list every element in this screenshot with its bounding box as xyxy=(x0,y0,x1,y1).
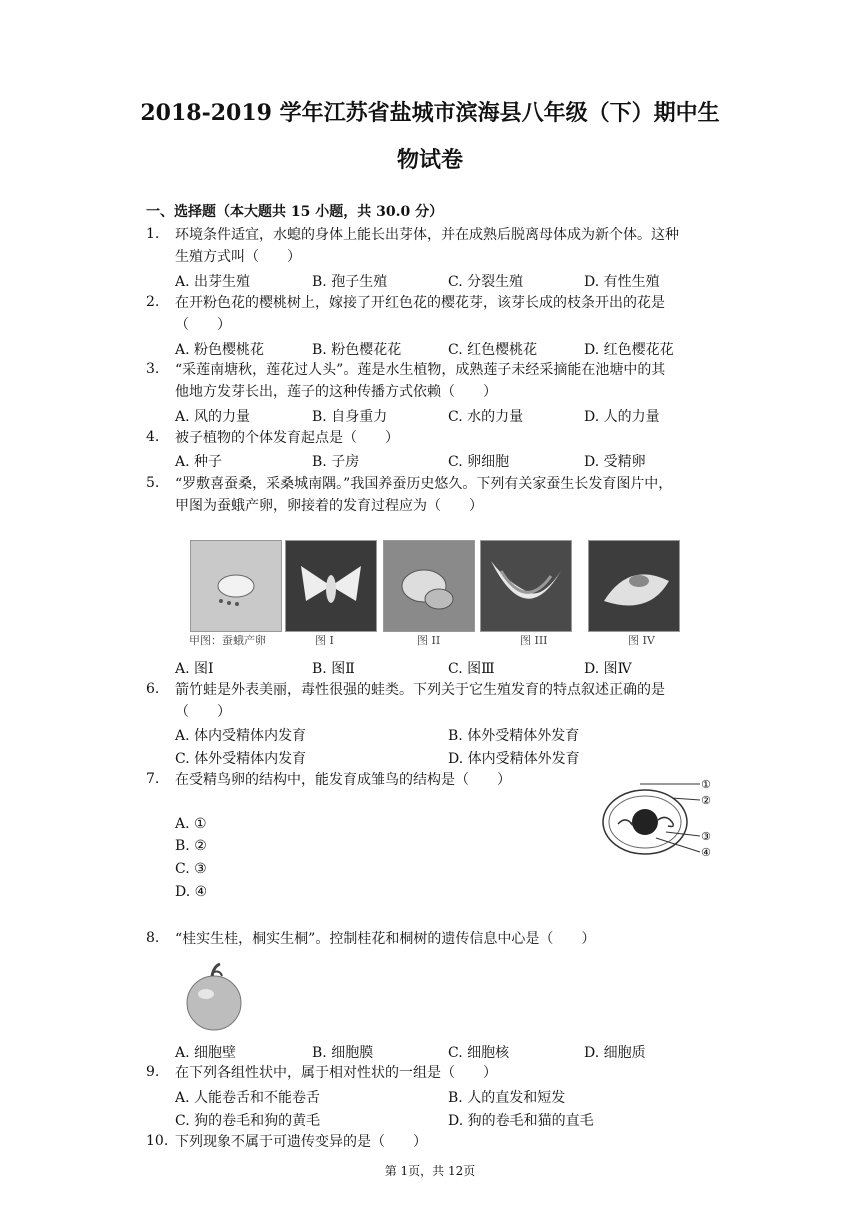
figure-caption: 图 II xyxy=(417,634,441,647)
option-c[interactable]: C. 水的力量 xyxy=(448,409,524,425)
option-d[interactable]: D. 细胞质 xyxy=(584,1045,646,1061)
option-c[interactable]: C. 卵细胞 xyxy=(448,454,510,470)
silkworm-on-leaf-photo xyxy=(588,540,680,632)
question-text xyxy=(175,473,715,517)
option-b[interactable]: B. 自身重力 xyxy=(312,409,388,425)
egg-label-2: ② xyxy=(701,794,711,807)
question-line: 在开粉色花的樱桃树上，嫁接了开红色花的樱花芽，该芽长成的枝条开出的花是 xyxy=(175,295,665,311)
larva-photo xyxy=(480,540,572,632)
option-a[interactable]: A. 风的力量 xyxy=(175,409,251,425)
option-c[interactable]: C. 红色樱桃花 xyxy=(448,342,538,358)
question-line: “罗敷喜蚕桑，采桑城南隅。”我国养蚕历史悠久。下列有关家蚕生长发育图片中， xyxy=(175,476,673,492)
option-b[interactable]: B. 人的直发和短发 xyxy=(448,1090,566,1106)
option-d[interactable]: D. 红色樱花花 xyxy=(584,342,674,358)
option-c[interactable]: C. ③ xyxy=(175,861,207,877)
figure-caption: 图 IV xyxy=(628,634,655,647)
question-line: 生殖方式叫（ ） xyxy=(175,249,301,265)
question-text xyxy=(175,224,715,268)
option-d[interactable]: D. 有性生殖 xyxy=(584,274,660,290)
question-number: 6. xyxy=(146,681,160,697)
option-a[interactable]: A. 种子 xyxy=(175,454,223,470)
option-d[interactable]: D. 体内受精体外发育 xyxy=(448,751,580,767)
page-footer: 第 1页，共 12页 xyxy=(384,1164,476,1178)
option-d[interactable]: D. 狗的卷毛和猫的直毛 xyxy=(448,1113,594,1129)
question-text xyxy=(175,1131,715,1153)
option-b[interactable]: B. ② xyxy=(175,838,207,854)
option-a[interactable]: A. 出芽生殖 xyxy=(175,274,251,290)
silkworm-moth-photo xyxy=(190,540,282,632)
option-a[interactable]: A. 人能卷舌和不能卷舌 xyxy=(175,1090,321,1106)
question-number: 4. xyxy=(146,429,160,445)
question-line: 在受精鸟卵的结构中，能发育成雏鸟的结构是（ ） xyxy=(175,772,511,788)
bird-egg-diagram xyxy=(600,772,715,867)
option-b[interactable]: B. 粉色樱花花 xyxy=(312,342,402,358)
egg-label-1: ① xyxy=(701,778,711,791)
question-text xyxy=(175,292,715,336)
option-a[interactable]: A. 粉色樱桃花 xyxy=(175,342,265,358)
option-b[interactable]: B. 子房 xyxy=(312,454,360,470)
question-line: “桂实生桂，桐实生桐”。控制桂花和桐树的遗传信息中心是（ ） xyxy=(175,931,596,947)
question-number: 2. xyxy=(146,294,160,310)
question-line: 箭竹蛙是外表美丽，毒性很强的蛙类。下列关于它生殖发育的特点叙述正确的是 xyxy=(175,682,665,698)
question-line: 环境条件适宜，水螅的身体上能长出芽体，并在成熟后脱离母体成为新个体。这种 xyxy=(175,227,679,243)
option-c[interactable]: C. 狗的卷毛和狗的黄毛 xyxy=(175,1113,321,1129)
question-number: 9. xyxy=(146,1064,160,1080)
question-number: 1. xyxy=(146,226,160,242)
option-a[interactable]: A. 细胞壁 xyxy=(175,1045,237,1061)
osmanthus-fruit-image xyxy=(174,958,254,1033)
option-d[interactable]: D. 受精卵 xyxy=(584,454,646,470)
question-line: 在下列各组性状中，属于相对性状的一组是（ ） xyxy=(175,1065,497,1081)
question-number: 7. xyxy=(146,771,160,787)
question-line: “采莲南塘秋，莲花过人头”。莲是水生植物，成熟莲子未经采摘能在池塘中的其 xyxy=(175,362,666,378)
page-title-line2: 物试卷 xyxy=(396,147,463,173)
option-a[interactable]: A. 图Ⅰ xyxy=(175,661,214,677)
question-line: 他地方发芽长出，莲子的这种传播方式依赖（ ） xyxy=(175,384,497,400)
adult-moth-photo xyxy=(285,540,377,632)
option-c[interactable]: C. 图Ⅲ xyxy=(448,661,495,677)
option-d[interactable]: D. ④ xyxy=(175,884,208,900)
question-text xyxy=(175,679,715,723)
section-heading: 一、选择题（本大题共 15 小题，共 30.0 分） xyxy=(146,204,444,220)
question-line: （ ） xyxy=(175,704,231,720)
question-line: 下列现象不属于可遗传变异的是（ ） xyxy=(175,1134,427,1150)
question-line: 被子植物的个体发育起点是（ ） xyxy=(175,430,399,446)
option-b[interactable]: B. 细胞膜 xyxy=(312,1045,374,1061)
question-number: 8. xyxy=(146,930,160,946)
question-line: （ ） xyxy=(175,317,231,333)
egg-label-3: ③ xyxy=(701,830,711,843)
option-d[interactable]: D. 图Ⅳ xyxy=(584,661,632,677)
option-d[interactable]: D. 人的力量 xyxy=(584,409,660,425)
question-number: 10. xyxy=(146,1133,169,1149)
question-line: 甲图为蚕蛾产卵，卵接着的发育过程应为（ ） xyxy=(175,498,483,514)
question-text xyxy=(175,427,715,449)
option-a[interactable]: A. ① xyxy=(175,816,207,832)
question-text xyxy=(175,1062,715,1084)
option-b[interactable]: B. 图Ⅱ xyxy=(312,661,355,677)
option-b[interactable]: B. 体外受精体外发育 xyxy=(448,728,580,744)
option-c[interactable]: C. 分裂生殖 xyxy=(448,274,524,290)
cocoon-photo xyxy=(383,540,475,632)
figure-caption: 图 III xyxy=(520,634,548,647)
question-number: 5. xyxy=(146,475,160,491)
figure-caption: 甲图：蚕蛾产卵 xyxy=(189,634,266,647)
question-number: 3. xyxy=(146,361,160,377)
option-a[interactable]: A. 体内受精体内发育 xyxy=(175,728,307,744)
option-c[interactable]: C. 细胞核 xyxy=(448,1045,510,1061)
question-text xyxy=(175,928,715,950)
egg-label-4: ④ xyxy=(701,846,711,859)
figure-caption: 图 I xyxy=(315,634,334,647)
question-text xyxy=(175,359,715,403)
page-title-line1: 2018-2019 学年江苏省盐城市滨海县八年级（下）期中生 xyxy=(140,100,720,126)
option-c[interactable]: C. 体外受精体内发育 xyxy=(175,751,307,767)
option-b[interactable]: B. 孢子生殖 xyxy=(312,274,388,290)
